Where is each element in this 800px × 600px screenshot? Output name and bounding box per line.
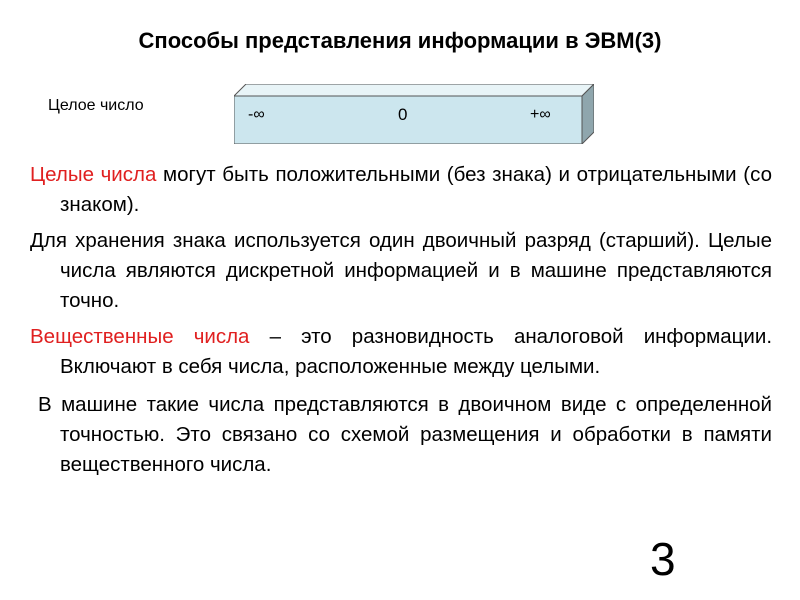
- paragraph-integers: [30, 160, 772, 220]
- paragraph-integers-text: могут быть положительными (без знака) и отрицательными (со знаком).: [60, 163, 772, 216]
- slide-title: Способы представления информации в ЭВМ(3): [138, 28, 662, 53]
- zero-label: 0: [398, 105, 408, 124]
- page-number: 3: [650, 533, 676, 585]
- paragraph-real-numbers: [30, 322, 772, 382]
- paragraph-binary-representation: [30, 390, 772, 480]
- highlight-integers: Целые числа: [30, 163, 157, 186]
- highlight-real-numbers: Вещественные числа: [30, 325, 250, 348]
- paragraph-sign-storage: [30, 226, 772, 316]
- slide-content: [30, 160, 772, 486]
- number-line-box: [234, 84, 594, 144]
- minus-infinity-label: -∞: [248, 106, 265, 123]
- paragraph-real-numbers-text: – это разновидность аналоговой информации. Включают в себя числа, расположенные между целыми.: [60, 325, 773, 378]
- paragraph-sign-storage-text: Для хранения знака используется один двоичный разряд (старший). Целые числа являются дискретной информацией и в машине представляются точно.: [30, 229, 772, 312]
- plus-infinity-label: +∞: [530, 106, 551, 123]
- integer-label: Целое число: [48, 97, 144, 114]
- paragraph-binary-text: В машине такие числа представляются в двоичном виде с определенной точностью. Это связано со схемой размещения и обработки в памяти вещественного числа.: [38, 393, 772, 476]
